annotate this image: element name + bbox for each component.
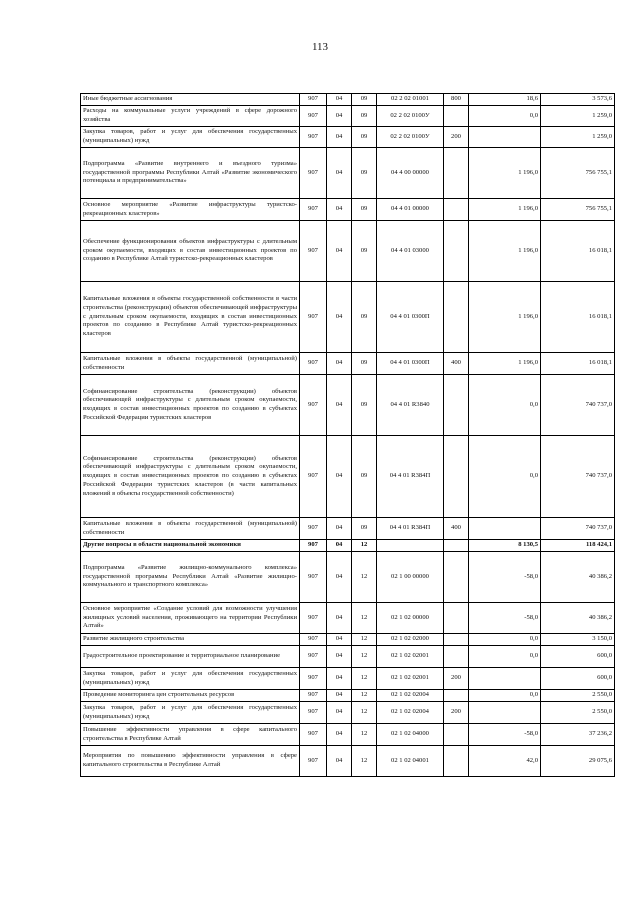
- subsection-cell: 12: [352, 746, 377, 777]
- admin-code-cell: 907: [300, 199, 327, 221]
- change-amount-cell: [469, 702, 541, 724]
- subsection-cell: 09: [352, 106, 377, 127]
- total-amount-cell: 40 386,2: [541, 552, 615, 603]
- total-amount-cell: 1 259,0: [541, 106, 615, 127]
- section-cell: 04: [327, 518, 352, 540]
- target-article-cell: 04 4 01 R384П: [377, 518, 444, 540]
- expense-type-cell: [444, 375, 469, 436]
- page-number: 113: [311, 41, 329, 53]
- total-amount-cell: 756 755,1: [541, 148, 615, 199]
- target-article-cell: 02 1 02 02004: [377, 690, 444, 702]
- change-amount-cell: 18,6: [469, 94, 541, 106]
- change-amount-cell: -58,0: [469, 603, 541, 634]
- section-cell: 04: [327, 375, 352, 436]
- expense-type-cell: [444, 646, 469, 668]
- target-article-cell: 04 4 00 00000: [377, 148, 444, 199]
- section-cell: 04: [327, 282, 352, 353]
- admin-code-cell: 907: [300, 282, 327, 353]
- target-article-cell: 04 4 01 03000: [377, 221, 444, 282]
- expense-type-cell: [444, 690, 469, 702]
- row-name-cell: Проведение мониторинга цен строительных ресурсов: [81, 690, 300, 702]
- row-name-cell: Капитальные вложения в объекты государственной (муниципальной) собственности: [81, 353, 300, 375]
- change-amount-cell: 0,0: [469, 375, 541, 436]
- table-row: [81, 552, 615, 603]
- total-amount-cell: 2 550,0: [541, 702, 615, 724]
- table-row: [81, 221, 615, 282]
- target-article-cell: 04 4 01 0300П: [377, 282, 444, 353]
- total-amount-cell: 37 236,2: [541, 724, 615, 746]
- change-amount-cell: 1 196,0: [469, 148, 541, 199]
- expense-type-cell: 200: [444, 668, 469, 690]
- total-amount-cell: 600,0: [541, 668, 615, 690]
- subsection-cell: 12: [352, 646, 377, 668]
- expense-type-cell: [444, 746, 469, 777]
- table-row: [81, 375, 615, 436]
- row-name-cell: Мероприятия по повышению эффективности управления в сфере капитального строительства в Республике Алтай: [81, 746, 300, 777]
- change-amount-cell: 1 196,0: [469, 199, 541, 221]
- row-name-cell: Капитальные вложения в объекты государственной собственности в части строительства (реконструкции) объектов обеспечивающей инфраструктуры с длительным сроком окупаемости, входящих в состав инвестиционных проектов по созданию в Республике Алтай туристско-рекреационных кластеров: [81, 282, 300, 353]
- section-cell: 04: [327, 724, 352, 746]
- row-name-cell: Иные бюджетные ассигнования: [81, 94, 300, 106]
- target-article-cell: 02 1 02 00000: [377, 603, 444, 634]
- subsection-cell: 09: [352, 375, 377, 436]
- section-cell: 04: [327, 199, 352, 221]
- expense-type-cell: [444, 106, 469, 127]
- row-name-cell: Капитальные вложения в объекты государственной (муниципальной) собственности: [81, 518, 300, 540]
- subsection-cell: 12: [352, 634, 377, 646]
- row-name-cell: Закупка товаров, работ и услуг для обеспечения государственных (муниципальных) нужд: [81, 702, 300, 724]
- target-article-cell: 02 1 02 02000: [377, 634, 444, 646]
- admin-code-cell: 907: [300, 148, 327, 199]
- expense-type-cell: [444, 148, 469, 199]
- subsection-cell: 09: [352, 353, 377, 375]
- section-cell: 04: [327, 552, 352, 603]
- admin-code-cell: 907: [300, 221, 327, 282]
- section-cell: 04: [327, 646, 352, 668]
- row-name-cell: Основное мероприятие «Развитие инфраструктуры туристско-рекреационных кластеров»: [81, 199, 300, 221]
- section-cell: 04: [327, 690, 352, 702]
- subsection-cell: 12: [352, 552, 377, 603]
- admin-code-cell: 907: [300, 540, 327, 552]
- section-cell: 04: [327, 540, 352, 552]
- total-amount-cell: 118 424,1: [541, 540, 615, 552]
- subsection-cell: 12: [352, 540, 377, 552]
- table-row: [81, 127, 615, 148]
- change-amount-cell: 0,0: [469, 436, 541, 518]
- total-amount-cell: 1 259,0: [541, 127, 615, 148]
- expense-type-cell: 200: [444, 127, 469, 148]
- admin-code-cell: 907: [300, 552, 327, 603]
- target-article-cell: 02 1 00 00000: [377, 552, 444, 603]
- total-amount-cell: 16 018,1: [541, 282, 615, 353]
- admin-code-cell: 907: [300, 746, 327, 777]
- table-row: [81, 603, 615, 634]
- expense-type-cell: [444, 634, 469, 646]
- row-name-cell: Основное мероприятие «Создание условий для возможности улучшения жилищных условий населения, проживающего на территории Республики Алтай»: [81, 603, 300, 634]
- row-name-cell: Повышение эффективности управления в сфере капитального строительства в Республике Алтай: [81, 724, 300, 746]
- admin-code-cell: 907: [300, 690, 327, 702]
- admin-code-cell: 907: [300, 646, 327, 668]
- table-row: [81, 746, 615, 777]
- target-article-cell: 02 2 02 0100У: [377, 127, 444, 148]
- table-row: [81, 353, 615, 375]
- target-article-cell: 04 4 01 0300П: [377, 353, 444, 375]
- table-row: [81, 668, 615, 690]
- expense-type-cell: [444, 552, 469, 603]
- section-cell: 04: [327, 436, 352, 518]
- change-amount-cell: -58,0: [469, 724, 541, 746]
- admin-code-cell: 907: [300, 724, 327, 746]
- target-article-cell: 02 1 02 02001: [377, 668, 444, 690]
- change-amount-cell: 1 196,0: [469, 353, 541, 375]
- change-amount-cell: 1 196,0: [469, 221, 541, 282]
- change-amount-cell: -58,0: [469, 552, 541, 603]
- admin-code-cell: 907: [300, 634, 327, 646]
- expense-type-cell: [444, 603, 469, 634]
- section-cell: 04: [327, 127, 352, 148]
- table-row: [81, 148, 615, 199]
- target-article-cell: 04 4 01 00000: [377, 199, 444, 221]
- total-amount-cell: 3 573,6: [541, 94, 615, 106]
- expense-type-cell: 400: [444, 518, 469, 540]
- table-row: [81, 724, 615, 746]
- admin-code-cell: 907: [300, 375, 327, 436]
- section-cell: 04: [327, 353, 352, 375]
- total-amount-cell: 40 386,2: [541, 603, 615, 634]
- table-body: [81, 94, 615, 777]
- target-article-cell: 02 1 02 04000: [377, 724, 444, 746]
- table-row: [81, 540, 615, 552]
- table-row: [81, 646, 615, 668]
- total-amount-cell: 600,0: [541, 646, 615, 668]
- subsection-cell: 12: [352, 702, 377, 724]
- table-row: [81, 702, 615, 724]
- expense-type-cell: 400: [444, 353, 469, 375]
- total-amount-cell: 2 550,0: [541, 690, 615, 702]
- target-article-cell: 04 4 01 R384П: [377, 436, 444, 518]
- section-cell: 04: [327, 603, 352, 634]
- subsection-cell: 12: [352, 668, 377, 690]
- row-name-cell: Другие вопросы в области национальной экономики: [81, 540, 300, 552]
- change-amount-cell: 0,0: [469, 634, 541, 646]
- change-amount-cell: 8 130,5: [469, 540, 541, 552]
- target-article-cell: 04 4 01 R3840: [377, 375, 444, 436]
- admin-code-cell: 907: [300, 127, 327, 148]
- target-article-cell: 02 2 02 0100У: [377, 106, 444, 127]
- section-cell: 04: [327, 634, 352, 646]
- section-cell: 04: [327, 106, 352, 127]
- section-cell: 04: [327, 94, 352, 106]
- target-article-cell: 02 2 02 01001: [377, 94, 444, 106]
- admin-code-cell: 907: [300, 518, 327, 540]
- section-cell: 04: [327, 148, 352, 199]
- table-row: [81, 634, 615, 646]
- subsection-cell: 12: [352, 724, 377, 746]
- admin-code-cell: 907: [300, 353, 327, 375]
- table-row: [81, 690, 615, 702]
- target-article-cell: 02 1 02 02001: [377, 646, 444, 668]
- change-amount-cell: 0,0: [469, 690, 541, 702]
- budget-table: [80, 93, 615, 777]
- change-amount-cell: [469, 668, 541, 690]
- section-cell: 04: [327, 221, 352, 282]
- table-row: [81, 199, 615, 221]
- table-row: [81, 518, 615, 540]
- total-amount-cell: 740 737,0: [541, 436, 615, 518]
- subsection-cell: 09: [352, 221, 377, 282]
- section-cell: 04: [327, 668, 352, 690]
- subsection-cell: 09: [352, 282, 377, 353]
- subsection-cell: 09: [352, 148, 377, 199]
- total-amount-cell: 740 737,0: [541, 518, 615, 540]
- subsection-cell: 12: [352, 690, 377, 702]
- row-name-cell: Закупка товаров, работ и услуг для обеспечения государственных (муниципальных) нужд: [81, 127, 300, 148]
- section-cell: 04: [327, 746, 352, 777]
- expense-type-cell: [444, 199, 469, 221]
- subsection-cell: 09: [352, 94, 377, 106]
- total-amount-cell: 16 018,1: [541, 353, 615, 375]
- admin-code-cell: 907: [300, 603, 327, 634]
- table-row: [81, 436, 615, 518]
- change-amount-cell: [469, 127, 541, 148]
- subsection-cell: 12: [352, 603, 377, 634]
- subsection-cell: 09: [352, 518, 377, 540]
- admin-code-cell: 907: [300, 94, 327, 106]
- admin-code-cell: 907: [300, 106, 327, 127]
- row-name-cell: Обеспечение функционирования объектов инфраструктуры с длительным сроком окупаемости, входящих в состав инвестиционных проектов по созданию в Республике Алтай туристско-рекреационных кластеров: [81, 221, 300, 282]
- expense-type-cell: [444, 540, 469, 552]
- total-amount-cell: 740 737,0: [541, 375, 615, 436]
- table-row: [81, 282, 615, 353]
- change-amount-cell: 42,0: [469, 746, 541, 777]
- total-amount-cell: 16 018,1: [541, 221, 615, 282]
- row-name-cell: Подпрограмма «Развитие жилищно-коммунального комплекса» государственной программы Республики Алтай «Развитие жилищно-коммунального и транспортного комплекса»: [81, 552, 300, 603]
- change-amount-cell: 0,0: [469, 106, 541, 127]
- target-article-cell: 02 1 02 02004: [377, 702, 444, 724]
- row-name-cell: Расходы на коммунальные услуги учреждений в сфере дорожного хозяйства: [81, 106, 300, 127]
- row-name-cell: Развитие жилищного строительства: [81, 634, 300, 646]
- table-row: [81, 94, 615, 106]
- admin-code-cell: 907: [300, 436, 327, 518]
- target-article-cell: [377, 540, 444, 552]
- total-amount-cell: 3 150,0: [541, 634, 615, 646]
- expense-type-cell: 800: [444, 94, 469, 106]
- change-amount-cell: [469, 518, 541, 540]
- table-row: [81, 106, 615, 127]
- row-name-cell: Софинансирование строительства (реконструкции) объектов обеспечивающей инфраструктуры с длительным сроком окупаемости, входящих в состав инвестиционных проектов по созданию в субъектах Российской Федерации туристских кластеров: [81, 375, 300, 436]
- expense-type-cell: 200: [444, 702, 469, 724]
- subsection-cell: 09: [352, 127, 377, 148]
- subsection-cell: 09: [352, 199, 377, 221]
- expense-type-cell: [444, 724, 469, 746]
- change-amount-cell: 0,0: [469, 646, 541, 668]
- expense-type-cell: [444, 282, 469, 353]
- expense-type-cell: [444, 436, 469, 518]
- target-article-cell: 02 1 02 04001: [377, 746, 444, 777]
- admin-code-cell: 907: [300, 702, 327, 724]
- total-amount-cell: 756 755,1: [541, 199, 615, 221]
- row-name-cell: Закупка товаров, работ и услуг для обеспечения государственных (муниципальных) нужд: [81, 668, 300, 690]
- total-amount-cell: 29 075,6: [541, 746, 615, 777]
- row-name-cell: Софинансирование строительства (реконструкции) объектов обеспечивающей инфраструктуры с длительным сроком окупаемости, входящих в состав инвестиционных проектов по созданию в субъектах Российской Федерации туристских кластеров (в части капитальных вложений в объекты государственной собственности): [81, 436, 300, 518]
- section-cell: 04: [327, 702, 352, 724]
- admin-code-cell: 907: [300, 668, 327, 690]
- subsection-cell: 09: [352, 436, 377, 518]
- change-amount-cell: 1 196,0: [469, 282, 541, 353]
- row-name-cell: Подпрограмма «Развитие внутреннего и въездного туризма» государственной программы Республики Алтай «Развитие экономического потенциала и предпринимательства»: [81, 148, 300, 199]
- expense-type-cell: [444, 221, 469, 282]
- row-name-cell: Градостроительное проектирование и территориальное планирование: [81, 646, 300, 668]
